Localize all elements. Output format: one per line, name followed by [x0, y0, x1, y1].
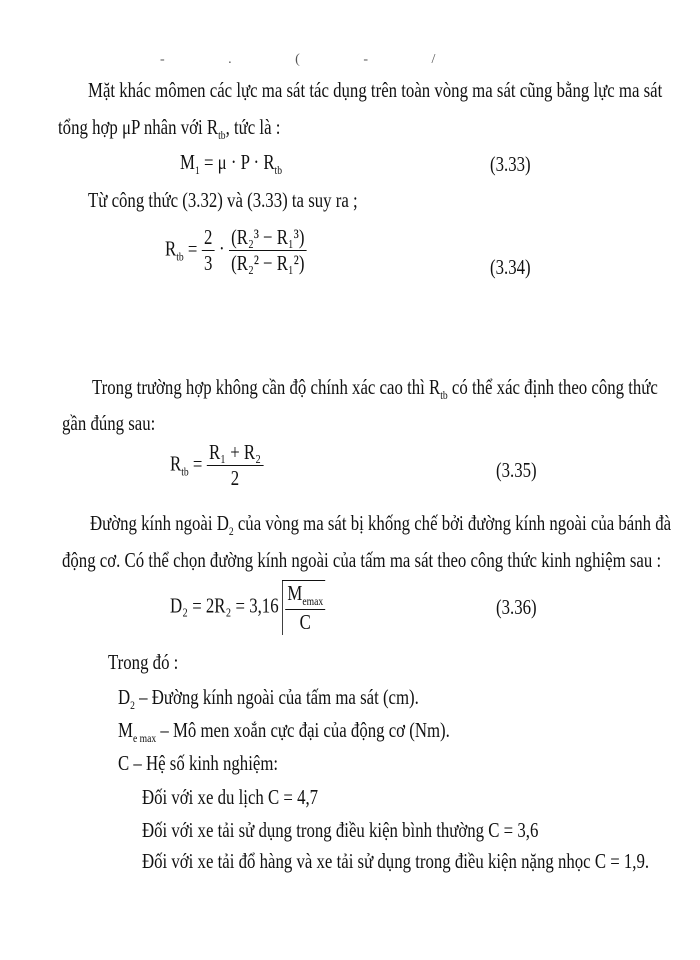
case-item: Đối với xe tải sử dụng trong điều kiện bình thường C = 3,6: [142, 818, 539, 842]
equation-3-33: $M_1 = \mu \cdot P \cdot R_{tb}$: [180, 150, 283, 177]
equation-number: (3.34): [490, 255, 531, 279]
case-item: Đối với xe tải đổ hàng và xe tải sử dụng trong điều kiện nặng nhọc C = 1,9.: [142, 849, 650, 873]
equation-number: (3.35): [496, 458, 537, 482]
paragraph-line: gần đúng sau:: [62, 411, 156, 435]
cut-off-text: - . ( - /: [160, 52, 466, 67]
paragraph-line: Từ công thức (3.32) và (3.33) ta suy ra ;: [88, 188, 358, 212]
paragraph-line: tổng hợp μP nhân với $R_{tb}$, tức là :: [58, 115, 281, 142]
equation-3-34: $R_{tb}$ = $\frac{2}{3}$ · $\frac{\text{(R₂³ − R₁³)}}{\text{(R₂² − R₁²)}}$: [165, 225, 307, 276]
definition-item: $M_{e max}$ – Mô men xoắn cực đại của động cơ (Nm).: [118, 718, 450, 745]
case-item: Đối với xe du lịch C = 4,7: [142, 785, 319, 809]
equation-number: (3.33): [490, 152, 531, 176]
equation-3-36: D₂ = 2R₂ = 3,16 $\frac{M_{emax}}{C}$: [170, 580, 326, 635]
paragraph-line: Đường kính ngoài $D_2$ của vòng ma sát bị khống chế bởi đường kính ngoài của bánh đà: [90, 511, 672, 538]
definition-item: $D_2$ – Đường kính ngoài của tấm ma sát (cm).: [118, 685, 419, 712]
equation-number: (3.36): [496, 595, 537, 619]
paragraph-line: Mặt khác mômen các lực ma sát tác dụng trên toàn vòng ma sát cũng bằng lực ma sát: [88, 78, 663, 102]
definition-item: C – Hệ số kinh nghiệm:: [118, 751, 279, 775]
equation-3-35: $R_{tb}$ = $\frac{\text{R₁ + R₂}}{2}$: [170, 440, 263, 491]
where-label: Trong đó :: [108, 650, 179, 674]
paragraph-line: động cơ. Có thể chọn đường kính ngoài của tấm ma sát theo công thức kinh nghiệm sau :: [62, 548, 662, 572]
paragraph-line: Trong trường hợp không cần độ chính xác cao thì $R_{tb}$ có thể xác định theo công thức: [92, 375, 658, 402]
